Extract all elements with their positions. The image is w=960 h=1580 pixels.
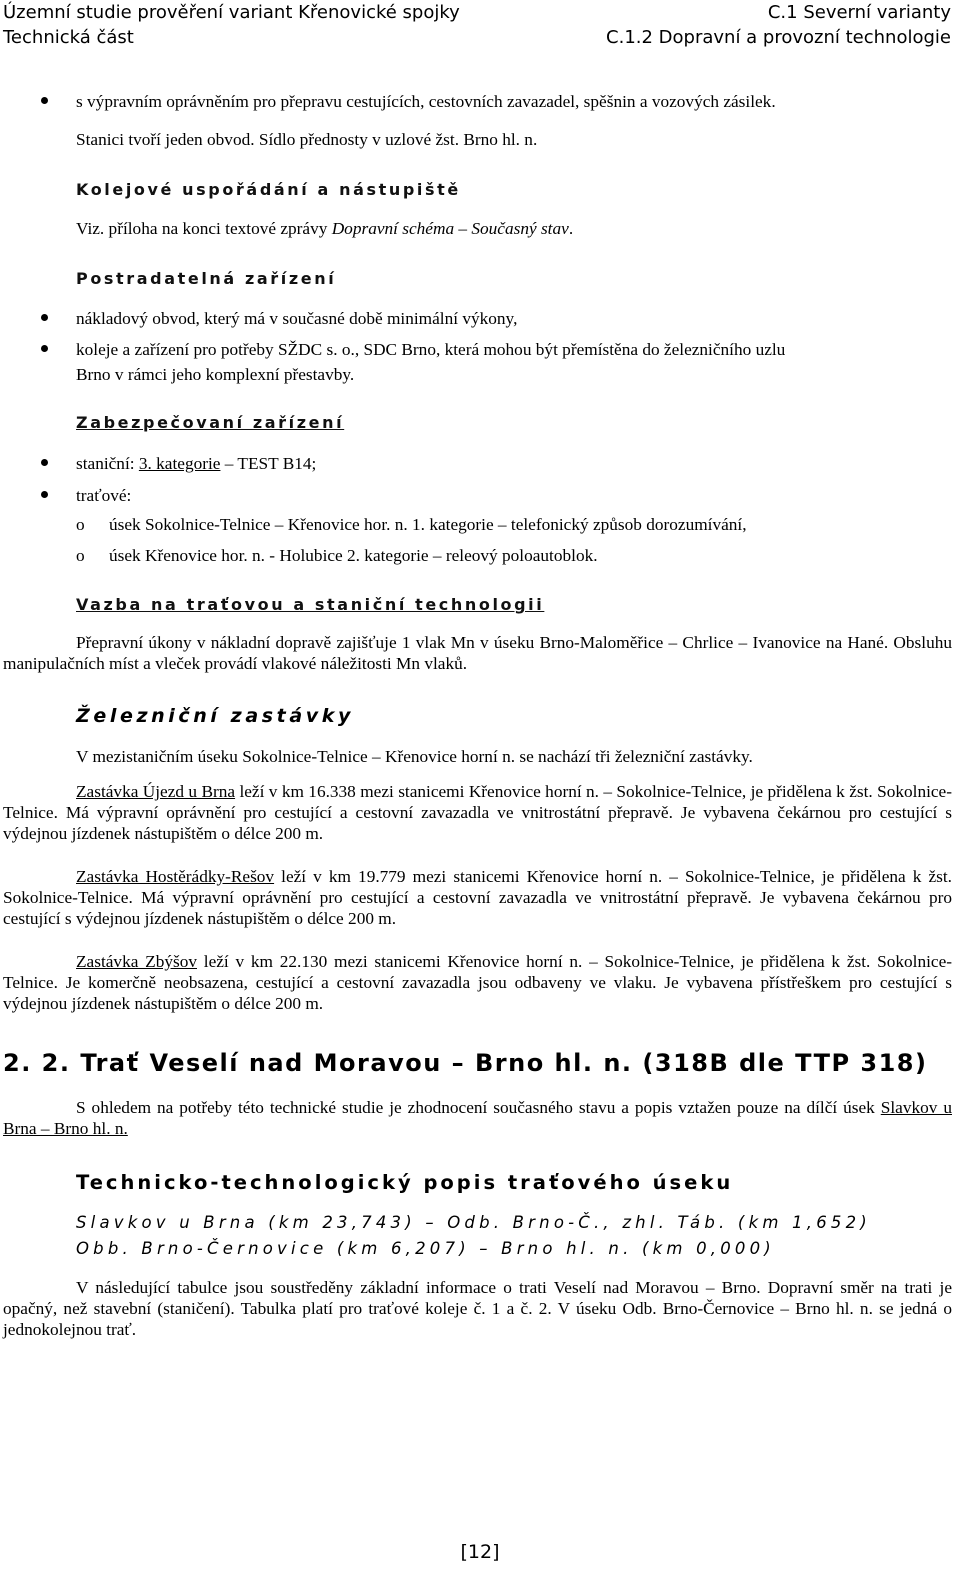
zastavka-zbysov-link[interactable]: Zastávka Zbýšov (76, 952, 197, 971)
page-header (0, 0, 960, 52)
bullet-icon (41, 314, 48, 321)
header-document-title: Územní studie prověření variant Křenovické spojky (3, 2, 460, 23)
bullet-icon (41, 345, 48, 352)
zastavky-intro: V mezistaničním úseku Sokolnice-Telnice – Křenovice horní n. se nachází tři železniční zastávky. (76, 747, 753, 766)
sub-bullet-marker: o (76, 515, 85, 534)
postradatelna-item-1: nákladový obvod, který má v současné době minimální výkony, (76, 309, 518, 328)
tech-description-heading: Technicko-technologický popis traťového úseku (76, 1171, 734, 1194)
section-2-2-paragraph-text: S ohledem na potřeby této technické studie je zhodnocení současného stavu a popis vztažen pouze na dílčí úsek (76, 1098, 881, 1117)
kolejove-text-reference: Dopravní schéma – Současný stav (331, 219, 569, 238)
usek-link[interactable]: Slavkov u Brna – Brno hl. n. (3, 1098, 952, 1138)
zastavka-ujezd-text: leží v km 16.338 mezi stanicemi Křenovice horní n. – Sokolnice-Telnice, je přidělena k žst. Sokolnice-Telnice. Má výpravní oprávnění pro cestující a cestovní zavazadla ve vnitrostátní přepravě. Je vybavena čekárnou pro cestující s výdejnou jízdenek nástupištěm o délce 200 m. (3, 782, 952, 843)
kolejove-heading: Kolejové uspořádání a nástupiště (76, 180, 461, 199)
bullet-icon (41, 459, 48, 466)
zabezpecovaci-item-1 (76, 453, 956, 474)
zabezpecovaci-sub-item-1: úsek Sokolnice-Telnice – Křenovice hor. n. 1. kategorie – telefonický způsob dorozumívání, (109, 515, 747, 534)
kategorie-link[interactable]: 3. kategorie (138, 454, 221, 473)
kolejove-text (76, 218, 956, 239)
zastavka-hosteradky-link[interactable]: Zastávka Hostěrádky-Rešov (76, 867, 275, 886)
zabezpecovaci-sub-item-2: úsek Křenovice hor. n. - Holubice 2. kategorie – releový poloautoblok. (109, 546, 598, 565)
zabezpecovaci-item-1-label: staniční: (76, 454, 139, 473)
header-right (606, 0, 951, 50)
section-2-2-paragraph (3, 1097, 952, 1139)
sub-bullet-marker: o (76, 546, 85, 565)
zabezpecovaci-item-1-rest: – TEST B14; (220, 454, 317, 473)
route-line-1: Slavkov u Brna (km 23,743) – Odb. Brno-Č., zhl. Táb. (km 1,652) (76, 1213, 871, 1232)
vazba-paragraph: Přepravní úkony v nákladní dopravě zajišťuje 1 vlak Mn v úseku Brno-Maloměřice – Chrlice – Ivanovice na Hané. Obsluhu manipulačních míst a vleček provádí vlakové náležitosti Mn vlaků. (3, 633, 952, 673)
intro-bullet-text: s výpravním oprávněním pro přepravu cestujících, cestovních zavazadel, spěšnin a vozových zásilek. (76, 92, 776, 111)
header-subchapter: C.1.2 Dopravní a provozní technologie (606, 27, 951, 48)
zastavka-zbysov-paragraph (3, 951, 952, 1014)
kolejove-text-suffix: . (568, 219, 574, 238)
page-number: [12] (460, 1541, 500, 1563)
vazba-heading: Vazba na traťovou a staniční technologii (76, 595, 545, 614)
section-2-2-table-intro: V následující tabulce jsou soustředěny základní informace o trati Veselí nad Moravou – Brno. Dopravní směr na trati je opačný, než stavební (staničení). Tabulka platí pro traťové koleje č. 1 a č. 2. V úseku Odb. Brno-Černovice – Brno hl. n. se jedná o jednokolejnou trať. (3, 1278, 952, 1339)
bullet-icon (41, 491, 48, 498)
route-line-2: Obb. Brno-Černovice (km 6,207) – Brno hl. n. (km 0,000) (76, 1239, 775, 1258)
header-left (3, 0, 460, 50)
section-heading-2-2: 2. 2. Trať Veselí nad Moravou – Brno hl. n. (318B dle TTP 318) (3, 1049, 928, 1077)
zastavka-ujezd-link[interactable]: Zastávka Újezd u Brna (76, 782, 236, 801)
zastavka-zbysov-text: leží v km 22.130 mezi stanicemi Křenovice horní n. – Sokolnice-Telnice, je přidělena k žst. Sokolnice-Telnice. Je komerčně neobsazena, cestující a cestovní zavazadla jsou odbaveny ve vlaku. Je vybavena přístřeškem pro cestující s výdejnou jízdenek nástupištěm o délce 200 m. (3, 952, 952, 1013)
zastavky-heading: Železniční zastávky (76, 705, 354, 727)
header-chapter: C.1 Severní varianty (767, 2, 951, 23)
bullet-icon (41, 97, 48, 104)
postradatelna-heading: Postradatelná zařízení (76, 269, 337, 288)
zastavka-ujezd-paragraph (3, 781, 952, 844)
zabezpecovaci-item-2: traťové: (76, 486, 132, 505)
zastavka-hosteradky-paragraph (3, 866, 952, 929)
zabezpecovaci-heading: Zabezpečovaní zařízení (76, 413, 345, 432)
intro-paragraph: Stanici tvoří jeden obvod. Sídlo přednosty v uzlové žst. Brno hl. n. (76, 130, 538, 149)
kolejove-text-prefix: Viz. příloha na konci textové zprávy (76, 219, 332, 238)
zastavka-hosteradky-text: leží v km 19.779 mezi stanicemi Křenovice horní n. – Sokolnice-Telnice, je přidělena k žst. Sokolnice-Telnice. Má výpravní oprávnění pro cestující a cestovní zavazadla ve vnitrostátní přepravě. Je vybavena čekárnou pro cestující s výdejnou jízdenek nástupištěm o délce 200 m. (3, 867, 952, 928)
header-document-part: Technická část (3, 27, 134, 48)
postradatelna-item-2-line-1: koleje a zařízení pro potřeby SŽDC s. o., SDC Brno, která mohou být přemístěna do železničního uzlu (76, 340, 786, 359)
postradatelna-item-2-line-2: Brno v rámci jeho komplexní přestavby. (76, 365, 355, 384)
